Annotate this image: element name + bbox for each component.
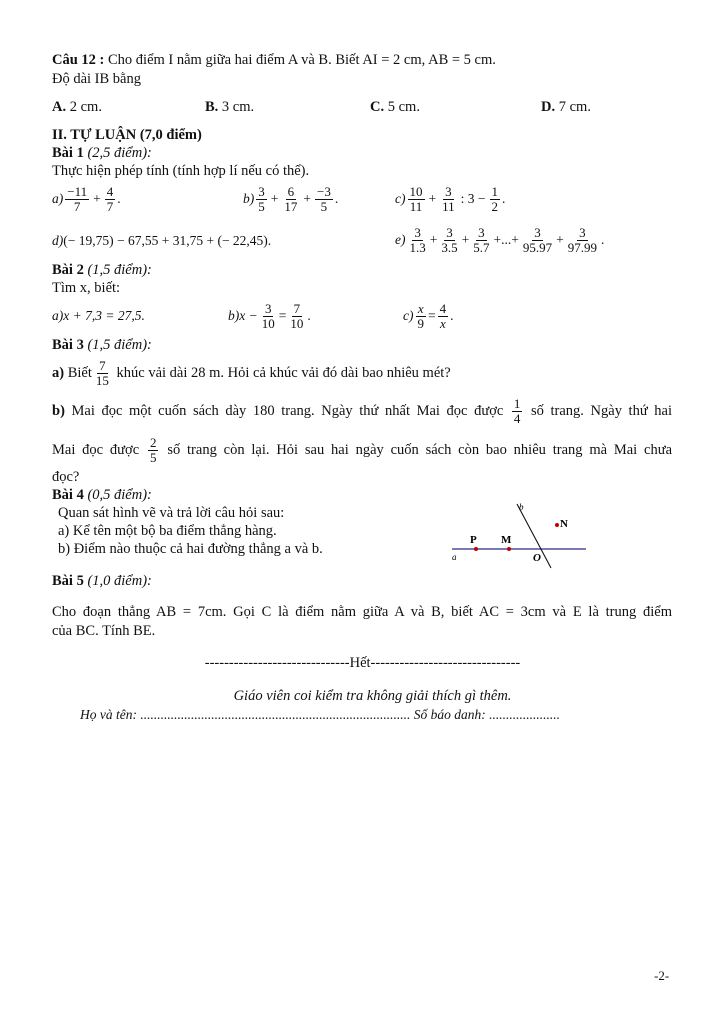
bai4-heading: Bài 4 (0,5 điểm): [52,487,152,503]
q12-option-b: B. 3 cm. [205,99,255,115]
bai5-line2: của BC. Tính BE. [52,623,156,639]
bai4-a: a) Kể tên một bộ ba điểm thẳng hàng. [58,523,277,539]
bai4-b: b) Điểm nào thuộc cả hai đường thẳng a và b. [58,541,323,557]
label-o: O [533,552,541,564]
name-line: Họ và tên: ................................................................................ Số báo danh: ..................... [80,707,560,722]
bai4-figure [440,498,600,570]
label-b: b [519,502,524,512]
bai1-a: a) $\frac{-11}{7}$ + $\frac{4}{7}$ . [52,184,121,215]
point-m [507,547,511,551]
section2-title: II. TỰ LUẬN (7,0 điểm) [52,127,202,143]
bai1-e: e) $\frac{3}{1.3}$ + $\frac{3}{3.5}$ + $\frac{3}{5.7}$ +...+ $\frac{3}{95.97}$ + $\frac{3}{97.99}$ . [395,225,605,256]
bai2-instruction: Tìm x, biết: [52,280,121,296]
point-n [555,523,559,527]
label-p: P [470,534,477,546]
q12-text: Cho điểm I nằm giữa hai điểm A và B. Biết AI = 2 cm, AB = 5 cm. [108,52,496,68]
q12-option-c: C. 5 cm. [370,99,420,115]
bai4-instruction: Quan sát hình vẽ và trả lời câu hỏi sau: [58,505,285,521]
bai5-heading: Bài 5 (1,0 điểm): [52,573,152,589]
q12-option-d: D. 7 cm. [541,99,591,115]
bai2-heading: Bài 2 (1,5 điểm): [52,262,152,278]
bai5-line1: Cho đoạn thẳng AB = 7cm. Gọi C là điểm nằm giữa A và B, biết AC = 3cm và E là trung điểm [52,604,672,620]
bai1-heading: Bài 1 (2,5 điểm): [52,145,152,161]
bai3-b-line1: b) Mai đọc một cuốn sách dày 180 trang. Ngày thứ nhất Mai đọc được $\frac{1}{4}$ số trang. Ngày thứ hai [52,396,673,427]
q12-label: Câu 12 : [52,52,105,68]
teacher-note: Giáo viên coi kiểm tra không giải thích gì thêm. [233,688,512,704]
bai2-b: b)x − $\frac{3}{10}$ = $\frac{7}{10}$ . [228,301,311,332]
page-number: -2- [654,968,670,983]
bai1-c: c) $\frac{10}{11}$ + $\frac{3}{11}$ : 3 − $\frac{1}{2}$ . [395,184,506,215]
bai1-b: b) $\frac{3}{5}$ + $\frac{6}{17}$ + $\frac{-3}{5}$ . [243,184,339,215]
q12-line2: Độ dài IB bằng [52,71,141,87]
bai3-heading: Bài 3 (1,5 điểm): [52,337,152,353]
bai1-d: d)(− 19,75) − 67,55 + 31,75 + (− 22,45). [52,233,272,248]
q12-option-a: A. 2 cm. [52,99,102,115]
label-m: M [501,534,512,546]
bai2-a: a)x + 7,3 = 27,5. [52,308,145,323]
end-line: ------------------------------Hết------------------------------- [204,655,521,671]
bai2-c: c) $\frac{x}{9}$ = $\frac{4}{x}$ . [403,301,454,332]
label-n: N [560,518,568,530]
bai3-a: a) Biết $\frac{7}{15}$ khúc vải dài 28 m. Hỏi cả khúc vải đó dài bao nhiêu mét? [52,358,451,389]
q12-line1 [52,52,496,69]
point-p [474,547,478,551]
label-a: a [452,552,457,562]
bai1-instruction: Thực hiện phép tính (tính hợp lí nếu có thể). [52,163,310,179]
bai3-b-line2: Mai đọc được $\frac{2}{5}$ số trang còn lại. Hỏi sau hai ngày cuốn sách còn bao nhiêu trang mà Mai chưa [52,435,673,466]
bai3-b-line3: đọc? [52,469,80,485]
